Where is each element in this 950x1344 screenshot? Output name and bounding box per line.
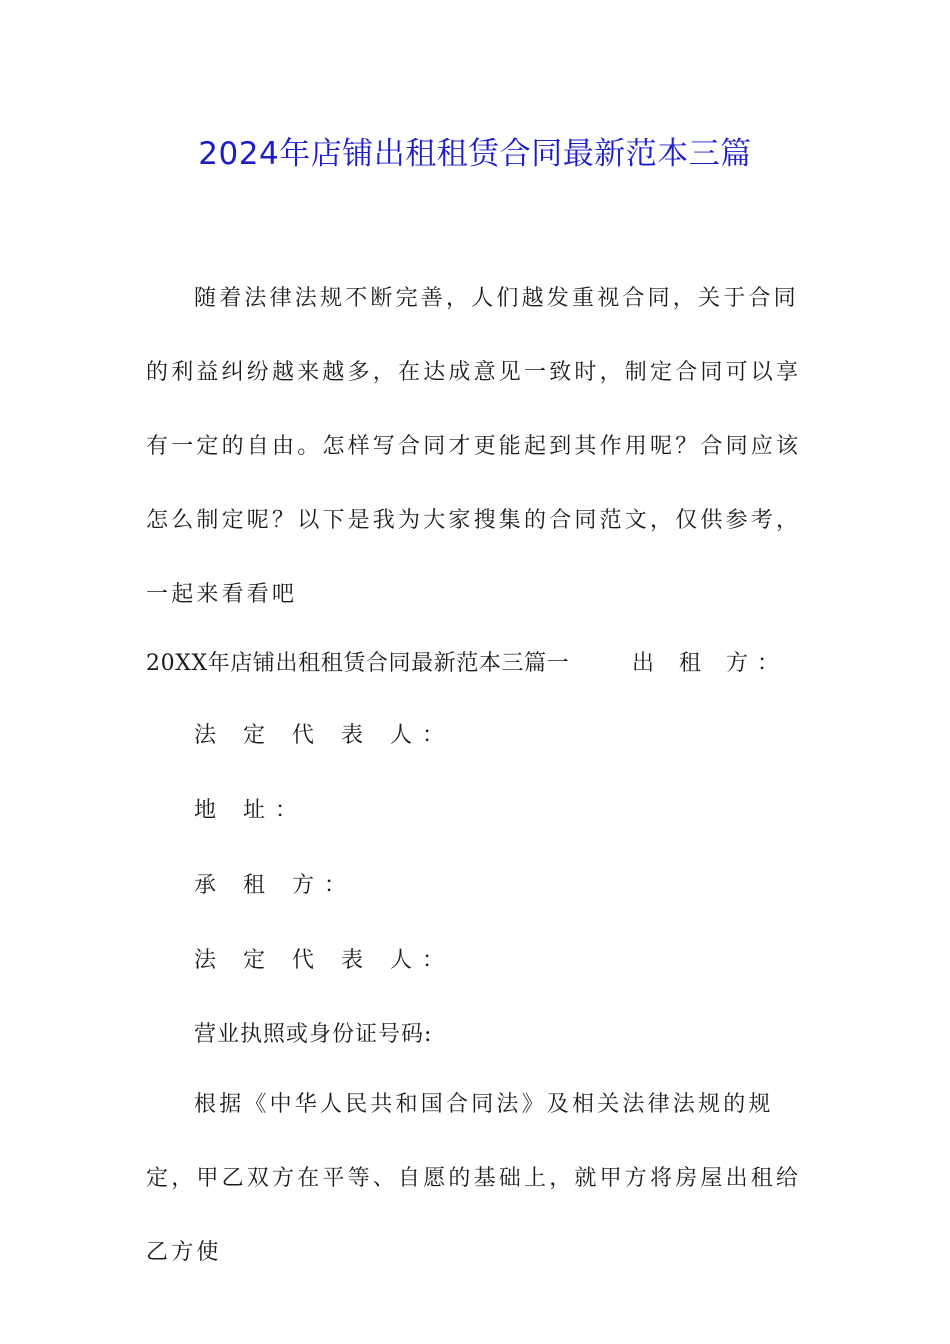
license-id-field: 营业执照或身份证号码: xyxy=(194,1022,433,1047)
lessor-legal-rep-field: 法 定 代 表 人： xyxy=(194,723,454,748)
intro-paragraph: 随着法律法规不断完善，人们越发重视合同，关于合同的利益纠纷越来越多，在达成意见一致时，制定合同可以享有一定的自由。怎样写合同才更能起到其作用呢？合同应该怎么制定呢？以下是我为大家搜集的合同范文，仅供参考，一起来看看吧 xyxy=(146,286,802,607)
lessee-field: 承 租 方： xyxy=(194,873,356,898)
section-heading: 20XX年店铺出租租赁合同最新范本三篇一 xyxy=(146,651,570,676)
lessee-legal-rep-field: 法 定 代 表 人： xyxy=(194,948,454,973)
document-title: 2024年店铺出租租赁合同最新范本三篇 xyxy=(198,136,752,172)
lessor-label: 出 租 方： xyxy=(632,651,788,676)
closing-paragraph: 根据《中华人民共和国合同法》及相关法律法规的规定，甲乙双方在平等、自愿的基础上，就甲方将房屋出租给乙方使 xyxy=(146,1092,802,1265)
address-field: 地 址： xyxy=(194,798,307,823)
